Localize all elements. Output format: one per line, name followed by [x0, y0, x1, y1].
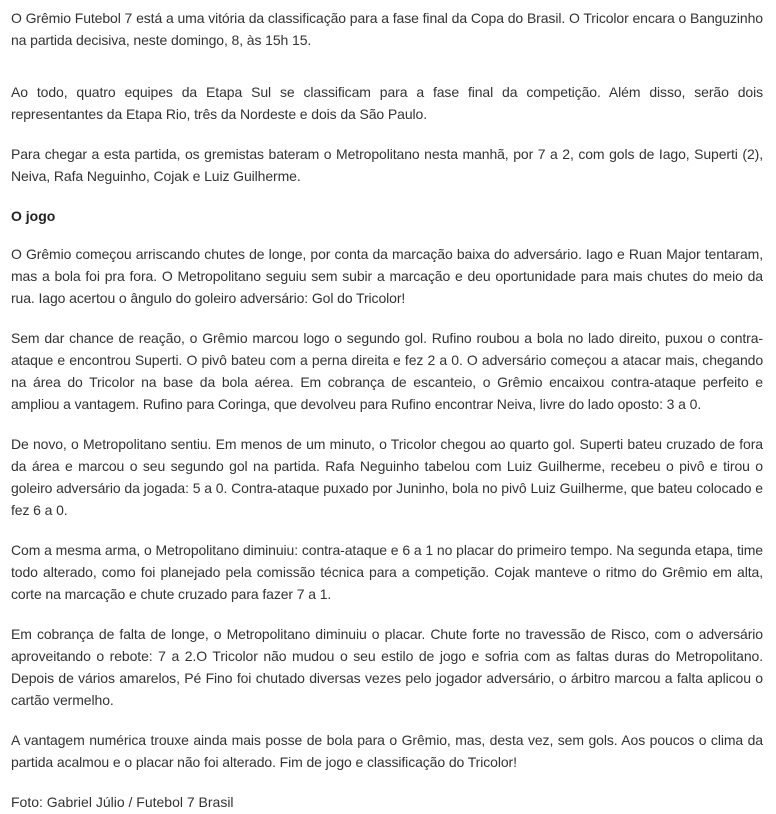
paragraph-game-1: O Grêmio começou arriscando chutes de longe, por conta da marcação baixa do adversário. Iago e Ruan Major tentaram, mas a bola foi pra fora. O Metropolitano seguiu sem subir a marcação e deu oportunidade para mais chutes do meio da rua. Iago acertou o ângulo do goleiro adversário: Gol do Tricolor!	[11, 246, 763, 306]
paragraph-game-6: A vantagem numérica trouxe ainda mais posse de bola para o Grêmio, mas, desta vez, sem gols. Aos poucos o clima da partida acalmou e o placar não foi alterado. Fim de jogo e classificação do Tricolor!	[11, 732, 763, 770]
paragraph-game-3: De novo, o Metropolitano sentiu. Em menos de um minuto, o Tricolor chegou ao quarto gol. Superti bateu cruzado de fora da área e marcou o seu segundo gol na partida. Rafa Neguinho tabelou com Luiz Guilherme, recebeu o pivô e tirou o goleiro adversário da jogada: 5 a 0. Contra-ataque puxado por Juninho, bola no pivô Luiz Guilherme, que bateu colocado e fez 6 a 0.	[11, 436, 763, 518]
paragraph-intro-1: O Grêmio Futebol 7 está a uma vitória da classificação para a fase final da Copa do Brasil. O Tricolor encara o Banguzinho na partida decisiva, neste domingo, 8, às 15h 15.	[11, 10, 763, 48]
section-subtitle: O jogo	[11, 208, 56, 224]
paragraph-intro-3: Para chegar a esta partida, os gremistas bateram o Metropolitano nesta manhã, por 7 a 2, com gols de Iago, Superti (2), Neiva, Rafa Neguinho, Cojak e Luiz Guilherme.	[11, 146, 763, 184]
paragraph-game-5: Em cobrança de falta de longe, o Metropolitano diminuiu o placar. Chute forte no travessão de Risco, com o adversário aproveitando o rebote: 7 a 2.O Tricolor não mudou o seu estilo de jogo e sofria com as faltas duras do Metropolitano. Depois de vários amarelos, Pé Fino foi chutado diversas vezes pelo jogador adversário, o árbitro marcou a falta aplicou o cartão vermelho.	[11, 626, 763, 708]
photo-credit: Foto: Gabriel Júlio / Futebol 7 Brasil	[11, 794, 234, 810]
paragraph-game-4: Com a mesma arma, o Metropolitano diminuiu: contra-ataque e 6 a 1 no placar do primeiro tempo. Na segunda etapa, time todo alterado, como foi planejado pela comissão técnica para a competição. Cojak manteve o ritmo do Grêmio em alta, corte na marcação e chute cruzado para fazer 7 a 1.	[11, 542, 763, 602]
paragraph-intro-2: Ao todo, quatro equipes da Etapa Sul se classificam para a fase final da competição. Além disso, serão dois representantes da Etapa Rio, três da Nordeste e dois da São Paulo.	[11, 84, 763, 122]
paragraph-game-2: Sem dar chance de reação, o Grêmio marcou logo o segundo gol. Rufino roubou a bola no lado direito, puxou o contra-ataque e encontrou Superti. O pivô bateu com a perna direita e fez 2 a 0. O adversário começou a atacar mais, chegando na área do Tricolor na base da bola aérea. Em cobrança de escanteio, o Grêmio encaixou contra-ataque perfeito e ampliou a vantagem. Rufino para Coringa, que devolveu para Rufino encontrar Neiva, livre do lado oposto: 3 a 0.	[11, 330, 763, 412]
